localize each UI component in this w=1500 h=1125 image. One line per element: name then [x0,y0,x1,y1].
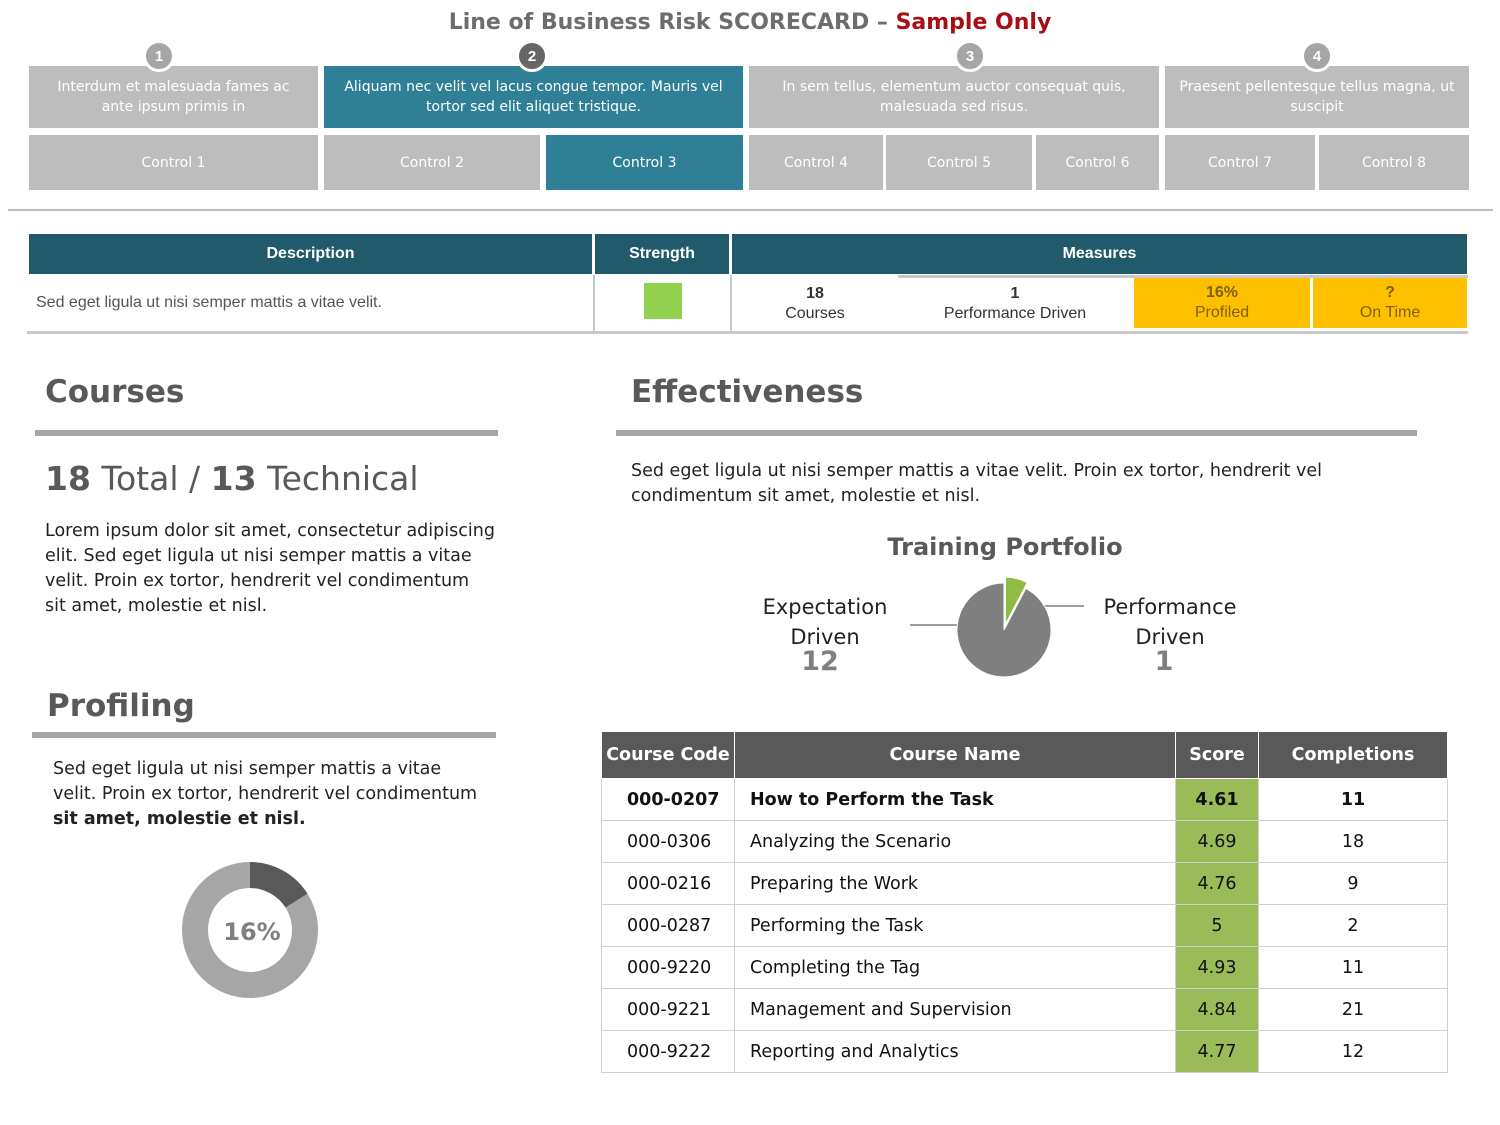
cell-score: 4.69 [1176,821,1259,863]
step-2-text: Aliquam nec velit vel lacus congue tempor. Mauris vel tortor sed elit aliquet tristique. [344,79,723,115]
step-1-box[interactable] [29,66,318,128]
cell-completions: 18 [1259,821,1448,863]
pie-label-performance [1092,592,1248,652]
total-count: 18 [45,459,91,498]
control-2-tab[interactable]: Control 2 [324,135,540,190]
cell-score: 4.61 [1176,779,1259,821]
page-title [0,10,1500,35]
pie-label-expectation-line2: Driven [790,625,860,649]
cell-completions: 11 [1259,779,1448,821]
title-main: Line of Business Risk SCORECARD – [448,10,896,35]
courses-title: Courses [45,374,185,410]
control-5-tab[interactable]: Control 5 [886,135,1032,190]
table-row[interactable] [602,863,1448,905]
step-1-text: Interdum et malesuada fames ac ante ipsum primis in [57,79,290,115]
step-3-box[interactable] [749,66,1159,128]
measures-header: Measures [732,234,1467,274]
profiling-text [53,757,483,832]
cell-code: 000-9220 [602,947,735,989]
step-4-text: Praesent pellentesque tellus magna, ut suscipit [1179,79,1455,115]
pie-label-expectation [752,592,898,652]
cell-code: 000-0207 [602,779,735,821]
table-row[interactable] [602,989,1448,1031]
measure-profiled-label: Profiled [1194,304,1250,321]
measure-on-time [1313,278,1467,328]
cell-name: Analyzing the Scenario [735,821,1176,863]
pie-label-expectation-line1: Expectation [762,595,888,619]
strength-header: Strength [595,234,729,274]
col-course-name[interactable]: Course Name [735,732,1176,779]
description-header: Description [29,234,592,274]
measure-courses [732,278,898,330]
step-4-badge: 4 [1301,40,1333,72]
effectiveness-rule [616,430,1417,436]
step-4-box[interactable] [1165,66,1469,128]
col-score[interactable]: Score [1176,732,1259,779]
profiling-text-bold: sit amet, molestie et nisl. [53,809,306,829]
profiling-donut [180,860,320,1000]
measure-on-time-label: On Time [1359,304,1421,321]
effectiveness-title: Effectiveness [631,374,864,410]
summary-description: Sed eget ligula ut nisi semper mattis a vitae velit. [36,294,382,311]
control-6-tab[interactable]: Control 6 [1036,135,1159,190]
step-3-badge: 3 [954,40,986,72]
table-row[interactable] [602,1031,1448,1073]
pie-value-performance: 1 [1154,646,1174,677]
table-row[interactable] [602,779,1448,821]
profiling-text-plain: Sed eget ligula ut nisi semper mattis a vitae velit. Proin ex tortor, hendrerit vel condimentum [53,759,478,804]
cell-code: 000-0287 [602,905,735,947]
table-header-row [602,732,1448,779]
control-8-tab[interactable]: Control 8 [1319,135,1469,190]
cell-name: Management and Supervision [735,989,1176,1031]
cell-score: 4.93 [1176,947,1259,989]
measure-courses-value: 18 [806,285,824,302]
cell-name: Preparing the Work [735,863,1176,905]
measure-courses-label: Courses [785,305,845,322]
table-row[interactable] [602,947,1448,989]
step-3-text: In sem tellus, elementum auctor consequat quis, malesuada sed risus. [782,79,1126,115]
measure-profiled [1134,278,1310,328]
courses-totals [45,459,419,498]
effectiveness-text: Sed eget ligula ut nisi semper mattis a vitae velit. Proin ex tortor, hendrerit vel condimentum sit amet, molestie et nisl. [631,461,1322,506]
courses-text: Lorem ipsum dolor sit amet, consectetur adipiscing elit. Sed eget ligula ut nisi semper mattis a vitae velit. Proin ex tortor, hendrerit vel condimentum sit amet, molestie et nisl. [45,521,495,616]
control-7-tab[interactable]: Control 7 [1165,135,1315,190]
cell-code: 000-9222 [602,1031,735,1073]
pie-label-performance-line1: Performance [1103,595,1237,619]
courses-rule [35,430,498,436]
courses-table [601,731,1448,1073]
step-2-badge: 2 [516,40,548,72]
table-row[interactable] [602,905,1448,947]
cell-code: 000-9221 [602,989,735,1031]
step-2-box[interactable] [324,66,743,128]
cell-divider [593,275,595,331]
pie-value-expectation: 12 [801,646,839,677]
col-course-code[interactable]: Course Code [602,732,735,779]
training-portfolio-pie [900,565,1100,685]
cell-name: Performing the Task [735,905,1176,947]
total-label: Total / [90,459,211,498]
control-4-tab[interactable]: Control 4 [749,135,883,190]
cell-name: Reporting and Analytics [735,1031,1176,1073]
technical-count: 13 [210,459,257,498]
control-1-tab[interactable]: Control 1 [29,135,318,190]
measure-performance-label: Performance Driven [943,305,1087,322]
cell-code: 000-0306 [602,821,735,863]
pie-slice-expectation-driven [957,583,1051,677]
strength-indicator [644,283,682,319]
cell-score: 4.77 [1176,1031,1259,1073]
header-divider [8,209,1493,211]
cell-completions: 2 [1259,905,1448,947]
cell-completions: 11 [1259,947,1448,989]
cell-score: 5 [1176,905,1259,947]
cell-code: 000-0216 [602,863,735,905]
cell-name: How to Perform the Task [735,779,1176,821]
step-1-badge: 1 [143,40,175,72]
cell-completions: 21 [1259,989,1448,1031]
title-sample-tag: Sample Only [895,10,1052,35]
col-completions[interactable]: Completions [1259,732,1448,779]
cell-name: Completing the Tag [735,947,1176,989]
donut-label: 16% [223,918,281,946]
technical-label: Technical [256,459,419,498]
table-row[interactable] [602,821,1448,863]
cell-completions: 9 [1259,863,1448,905]
control-3-tab[interactable]: Control 3 [546,135,743,190]
profiling-title: Profiling [47,688,195,724]
cell-score: 4.76 [1176,863,1259,905]
measure-performance [898,278,1132,330]
measure-on-time-value: ? [1385,284,1395,301]
cell-score: 4.84 [1176,989,1259,1031]
measure-profiled-value: 16% [1205,284,1239,301]
measure-performance-value: 1 [1010,285,1020,302]
profiling-rule [32,732,496,738]
pie-label-performance-line2: Driven [1135,625,1205,649]
cell-completions: 12 [1259,1031,1448,1073]
chart-title: Training Portfolio [887,533,1123,561]
